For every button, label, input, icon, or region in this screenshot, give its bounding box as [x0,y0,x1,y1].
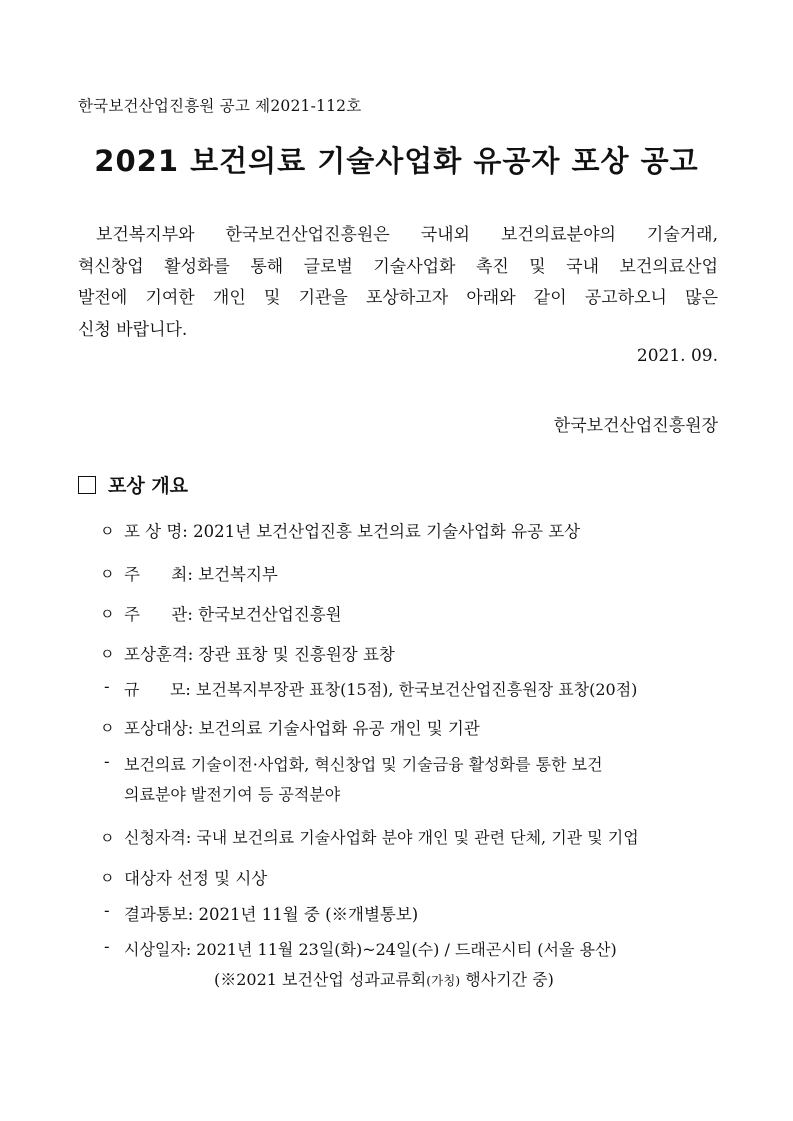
item-award-types: 포상훈격: 장관 표창 및 진흥원장 표창 [124,645,395,664]
ceremony-note-main: (※2021 보건산업 성과교류회 [214,970,427,989]
item-organizer: 주 관: 한국보건산업진흥원 [124,605,342,624]
dash-marker: - [104,937,110,956]
dash-marker: - [104,677,110,696]
bullet-icon: ㅇ [100,829,115,847]
item-award-name: 포 상 명: 2021년 보건산업진흥 보건의료 기술사업화 유공 포상 [124,522,581,541]
page-title: 2021 보건의료 기술사업화 유공자 포상 공고 [94,144,699,178]
checkbox-square-icon [78,476,96,494]
item-eligibility: 신청자격: 국내 보건의료 기술사업화 분야 개인 및 관련 단체, 기관 및 기업 [124,828,639,847]
item-result-notice: 결과통보: 2021년 11월 중 (※개별통보) [124,905,419,924]
intro-paragraph [78,220,718,346]
bullet-icon: ㅇ [100,645,115,663]
intro-line: 신청 바랍니다. [78,319,188,340]
notice-number: 한국보건산업진흥원 공고 제2021-112호 [78,97,362,115]
item-host: 주 최: 보건복지부 [124,565,278,584]
ceremony-note-tentative: (가칭) [426,973,461,988]
item-target-detail: 보건의료 기술이전·사업화, 혁신창업 및 기술금융 활성화를 통한 보건 [124,755,603,774]
issuer-name: 한국보건산업진흥원장 [553,416,718,436]
intro-line: 발전에 기여한 개인 및 기관을 포상하고자 아래와 같이 공고하오니 많은 [78,288,718,308]
section-heading-label: 포상 개요 [108,475,189,497]
notice-date: 2021. 09. [636,346,718,366]
item-scale: 규 모: 보건복지부장관 표창(15점), 한국보건산업진흥원장 표창(20점) [124,680,638,699]
intro-line: 혁신창업 활성화를 통해 글로벌 기술사업화 촉진 및 국내 보건의료산업 [78,256,718,277]
bullet-icon: ㅇ [100,605,115,623]
dash-marker: - [104,901,110,920]
section-heading [78,471,188,498]
item-ceremony-note [214,967,554,990]
dash-marker: - [104,752,110,771]
bullet-icon: ㅇ [100,522,115,540]
bullet-icon: ㅇ [100,719,115,737]
bullet-icon: ㅇ [100,869,115,887]
intro-line: 보건복지부와 한국보건산업진흥원은 국내외 보건의료분야의 기술거래, [96,225,718,245]
item-ceremony-date: 시상일자: 2021년 11월 23일(화)~24일(수) / 드래곤시티 (서울 용산) [124,940,617,959]
item-target-detail-cont: 의료분야 발전기여 등 공적분야 [124,785,341,804]
item-target: 포상대상: 보건의료 기술사업화 유공 개인 및 기관 [124,719,480,738]
bullet-icon: ㅇ [100,565,115,583]
item-selection: 대상자 선정 및 시상 [124,869,268,888]
ceremony-note-end: 행사기간 중) [465,970,554,989]
